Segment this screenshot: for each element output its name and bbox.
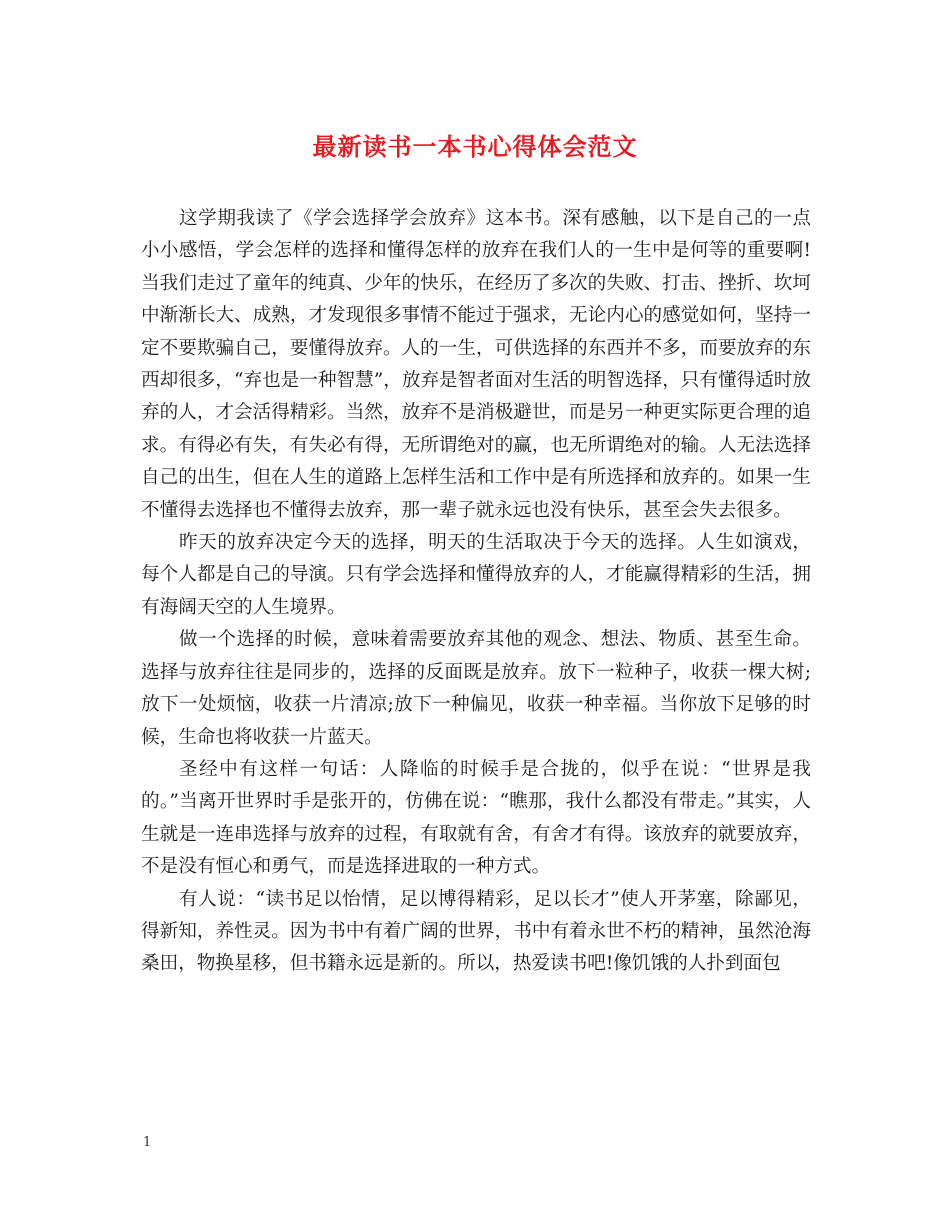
page-number: 1 <box>143 1135 152 1150</box>
paragraph-5: 有人说：“读书足以怡情，足以博得精彩，足以长才”使人开茅塞，除鄙见，得新知，养性灵。因为书中有着广阔的世界，书中有着永世不朽的精神，虽然沧海桑田，物换星移，但书籍永远是新的。所以，热爱读书吧!像饥饿的人扑到面包 <box>141 888 811 975</box>
paragraph-4: 圣经中有这样一句话：人降临的时候手是合拢的，似乎在说：“世界是我的。”当离开世界时手是张开的，仿佛在说：“瞧那，我什么都没有带走。”其实，人生就是一连串选择与放弃的过程，有取就有舍，有舍才有得。该放弃的就要放弃，不是没有恒心和勇气，而是选择进取的一种方式。 <box>141 758 811 878</box>
paragraph-3: 做一个选择的时候，意味着需要放弃其他的观念、想法、物质、甚至生命。选择与放弃往往是同步的，选择的反面既是放弃。放下一粒种子，收获一棵大树;放下一处烦恼，收获一片清凉;放下一种偏见，收获一种幸福。当你放下足够的时候，生命也将收获一片蓝天。 <box>141 629 811 748</box>
document-title: 最新读书一本书心得体会范文 <box>312 132 638 161</box>
document-body <box>141 203 811 981</box>
paragraph-2: 昨天的放弃决定今天的选择，明天的生活取决于今天的选择。人生如演戏，每个人都是自己的导演。只有学会选择和懂得放弃的人，才能赢得精彩的生活，拥有海阔天空的人生境界。 <box>141 532 811 618</box>
paragraph-1: 这学期我读了《学会选择学会放弃》这本书。深有感触，以下是自己的一点小小感悟，学会怎样的选择和懂得怎样的放弃在我们人的一生中是何等的重要啊!当我们走过了童年的纯真、少年的快乐，在经历了多次的失败、打击、挫折、坎坷中渐渐长大、成熟，才发现很多事情不能过于强求，无论内心的感觉如何，坚持一定不要欺骗自己，要懂得放弃。人的一生，可供选择的东西并不多，而要放弃的东西却很多，“弃也是一种智慧”，放弃是智者面对生活的明智选择，只有懂得适时放弃的人，才会活得精彩。当然，放弃不是消极避世，而是另一种更实际更合理的追求。有得必有失，有失必有得，无所谓绝对的赢，也无所谓绝对的输。人无法选择自己的出生，但在人生的道路上怎样生活和工作中是有所选择和放弃的。如果一生不懂得去选择也不懂得去放弃，那一辈子就永远也没有快乐，甚至会失去很多。 <box>141 208 811 521</box>
